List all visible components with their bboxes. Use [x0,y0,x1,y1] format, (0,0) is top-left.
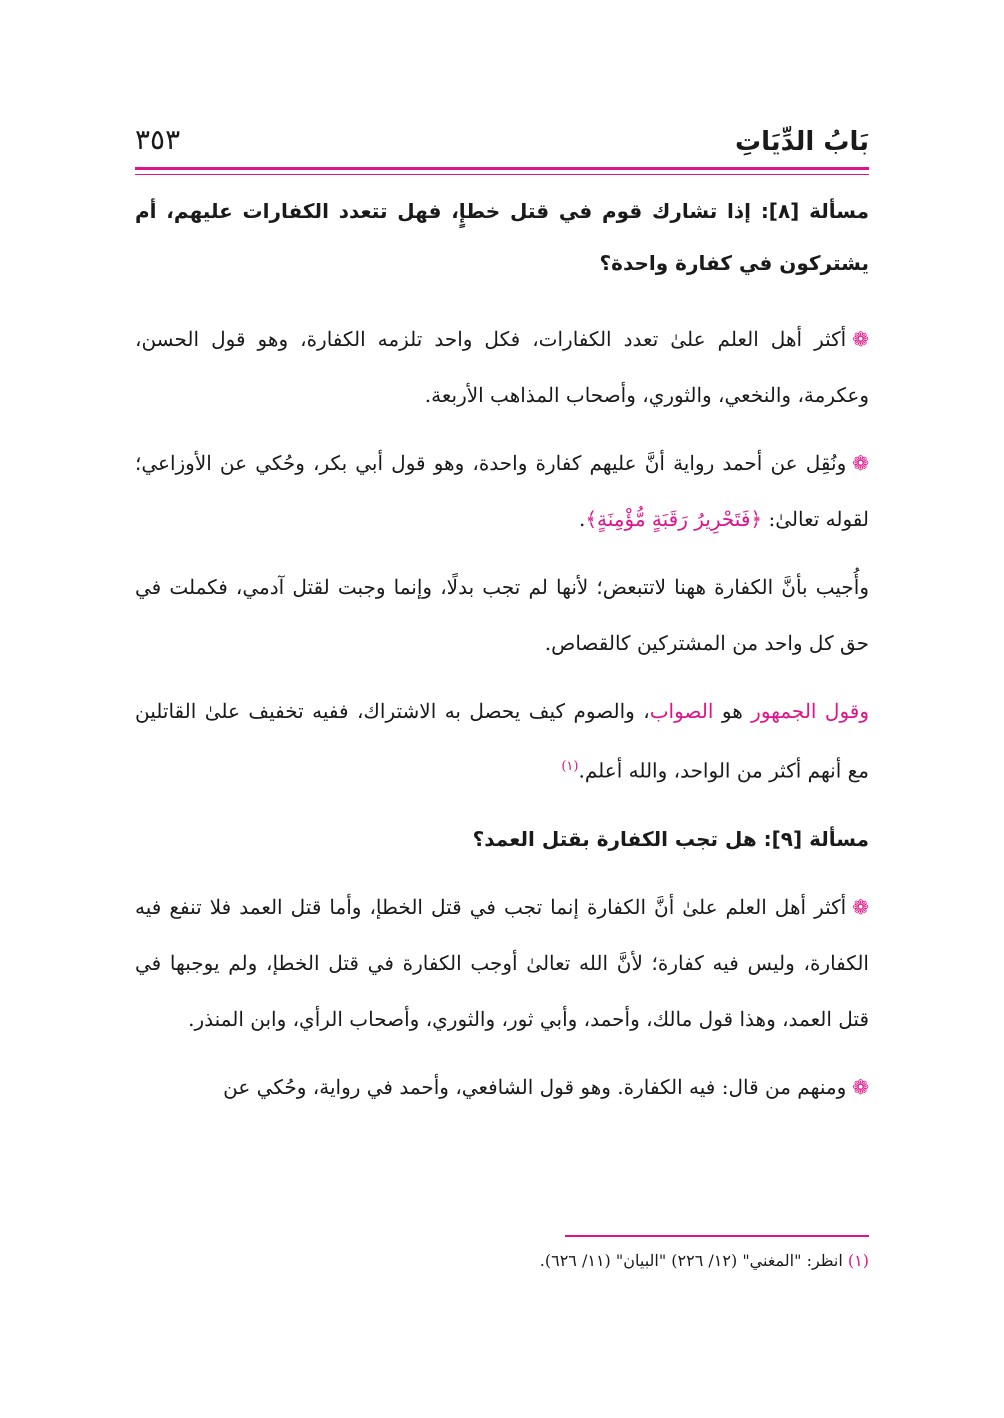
paragraph-text: . [578,507,586,531]
footnote-number: (١) [847,1251,869,1270]
paragraph [135,1059,869,1115]
flower-icon: ❁ [852,1074,869,1099]
footnote [135,1251,869,1270]
paragraph-text: ومنهم من قال: فيه الكفارة. وهو قول الشافعي، وأحمد في رواية، وحُكي عن [223,1074,847,1099]
paragraph [135,435,869,547]
page-number: ٣٥٣ [135,123,181,156]
flower-icon: ❁ [852,327,869,351]
flower-icon: ❁ [852,451,869,475]
question-heading-8: مسألة [٨]: إذا تشارك قوم في قتل خطإٍ، فهل تتعدد الكفارات عليهم، أم يشتركون في كفارة واحدة؟ [135,199,869,275]
page-header [135,115,869,165]
flower-icon: ❁ [852,894,869,919]
paragraph [135,879,869,1047]
footnote-rule [565,1235,869,1237]
footnote-ref[interactable]: (١) [561,759,579,774]
paragraph-text: ، والصوم كيف يحصل به الاشتراك، ففيه تخفيف علىٰ القاتلين مع أنهم أكثر من الواحد، والله أعلم. [135,699,869,783]
paragraph-text: أكثر أهل العلم علىٰ أنَّ الكفارة إنما تجب في قتل الخطإ، وأما قتل العمد فلا تنفع فيه الكفارة، وليس فيه كفارة؛ لأنَّ الله تعالىٰ أوجب الكفارة في قتل الخطإ، ولم يوجبها في قتل العمد، وهذا قول مالك، وأحمد، وأبي ثور، والثوري، وأصحاب الرأي، وابن المنذر. [135,894,869,1031]
paragraph [135,683,869,799]
chapter-title: بَابُ الدِّيَاتِ [734,127,869,157]
highlight-word: الصواب [649,699,714,723]
paragraph-text: ونُقِل عن أحمد رواية أنَّ عليهم كفارة واحدة، وهو قول أبي بكر، وحُكي عن الأوزاعي؛ لقوله تعالىٰ: [135,451,869,531]
quran-verse: ﴿فَتَحْرِيرُ رَقَبَةٍ مُّؤْمِنَةٍ﴾ [585,507,763,531]
header-rule-thick [135,167,869,170]
header-rule-thin [135,174,869,175]
paragraph [135,559,869,671]
body-text [135,185,869,1127]
paragraph-text: أكثر أهل العلم علىٰ تعدد الكفارات، فكل واحد تلزمه الكفارة، وهو قول الحسن، وعكرمة، والنخعي، والثوري، وأصحاب المذاهب الأربعة. [135,327,869,407]
footnote-text: انظر: "المغني" (١٢/ ٢٢٦) "البيان" (١١/ ٦٢٦). [539,1251,843,1270]
paragraph-text: وأُجيب بأنَّ الكفارة ههنا لاتتبعض؛ لأنها لم تجب بدلًا، وإنما وجبت لقتل آدمي، فكملت في حق كل واحد من المشتركين كالقصاص. [135,575,869,655]
paragraph-text: هو [713,699,752,723]
paragraph [135,311,869,423]
question-heading-9: مسألة [٩]: هل تجب الكفارة بقتل العمد؟ [472,826,869,851]
highlight-lead: وقول الجمهور [751,699,869,723]
